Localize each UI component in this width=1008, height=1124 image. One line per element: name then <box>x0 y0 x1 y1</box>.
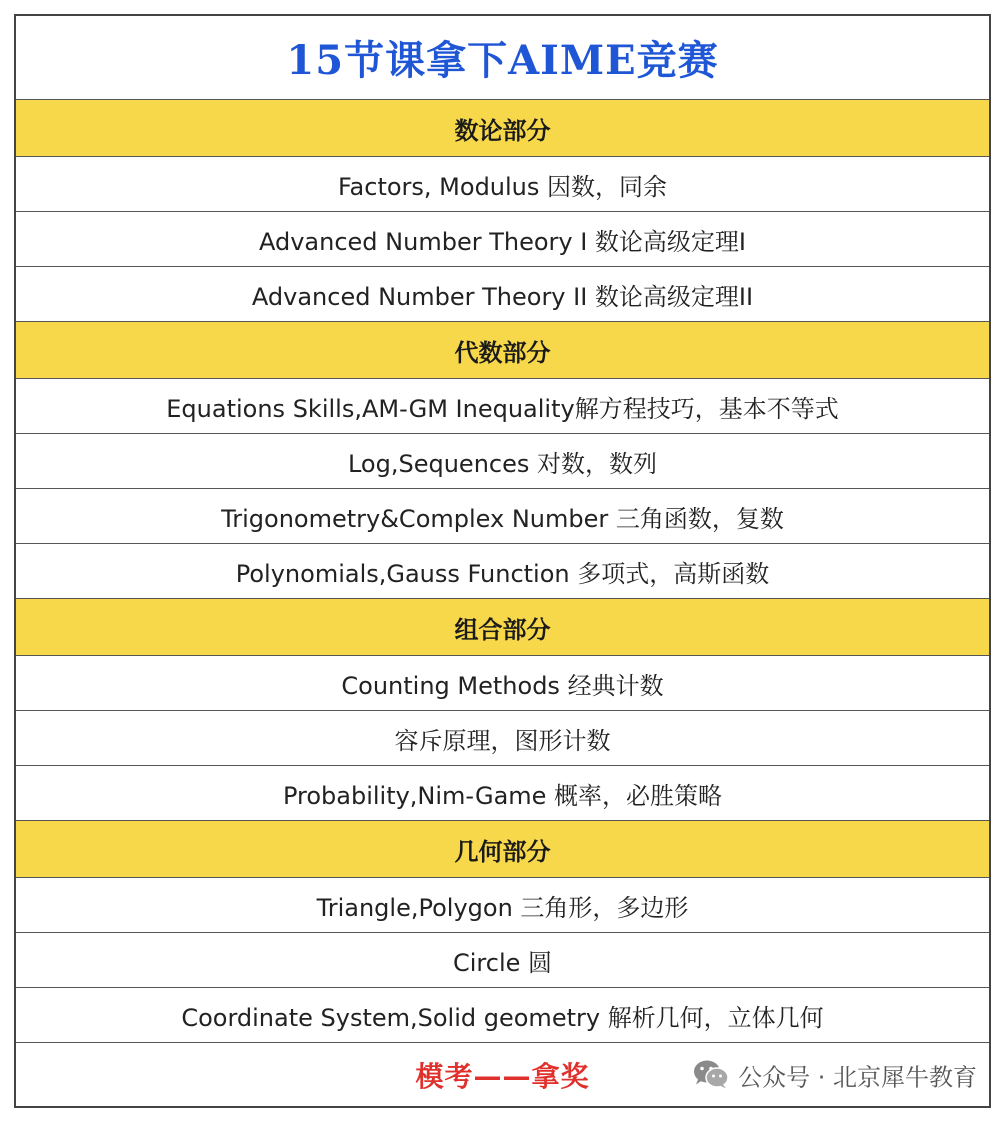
course-label: Probability,Nim-Game 概率，必胜策略 <box>282 781 723 810</box>
section-header-number-theory <box>16 100 989 157</box>
watermark <box>692 1057 977 1092</box>
course-row <box>16 267 989 322</box>
course-row <box>16 489 989 544</box>
course-row <box>16 157 989 212</box>
section-header-combinatorics <box>16 599 989 656</box>
section-heading: 代数部分 <box>454 338 551 367</box>
title-row <box>16 16 989 100</box>
wechat-icon <box>692 1059 730 1091</box>
section-heading: 组合部分 <box>454 615 551 644</box>
course-row <box>16 711 989 766</box>
footer-row <box>16 1043 989 1106</box>
section-heading: 几何部分 <box>454 837 551 866</box>
course-row <box>16 766 989 821</box>
course-label: Factors, Modulus 因数，同余 <box>337 172 668 201</box>
section-header-geometry <box>16 821 989 878</box>
course-label: Counting Methods 经典计数 <box>341 671 664 700</box>
course-label: Advanced Number Theory II 数论高级定理II <box>251 282 754 311</box>
course-label: Coordinate System,Solid geometry 解析几何，立体几何 <box>181 1003 824 1032</box>
course-label: Circle 圆 <box>452 948 553 977</box>
course-table <box>14 14 991 1108</box>
course-label: 容斥原理，图形计数 <box>394 726 611 755</box>
course-label: Advanced Number Theory I 数论高级定理I <box>258 227 747 256</box>
course-row <box>16 988 989 1043</box>
course-row <box>16 878 989 933</box>
section-heading: 数论部分 <box>454 116 551 145</box>
course-row <box>16 379 989 434</box>
course-label: Trigonometry&Complex Number 三角函数，复数 <box>221 504 784 533</box>
course-label: Triangle,Polygon 三角形，多边形 <box>316 893 689 922</box>
course-row <box>16 544 989 599</box>
course-row <box>16 933 989 988</box>
course-label: Polynomials,Gauss Function 多项式，高斯函数 <box>235 559 770 588</box>
course-row <box>16 212 989 267</box>
section-header-algebra <box>16 322 989 379</box>
course-label: Log,Sequences 对数，数列 <box>347 449 657 478</box>
course-row <box>16 434 989 489</box>
course-label: Equations Skills,AM-GM Inequality解方程技巧，基本不等式 <box>166 394 839 423</box>
watermark-text: 公众号 · 北京犀牛教育 <box>738 1063 977 1091</box>
footer-text: 模考——拿奖 <box>415 1059 590 1093</box>
course-row <box>16 656 989 711</box>
page-title: 15节课拿下AIME竞赛 <box>286 37 719 84</box>
